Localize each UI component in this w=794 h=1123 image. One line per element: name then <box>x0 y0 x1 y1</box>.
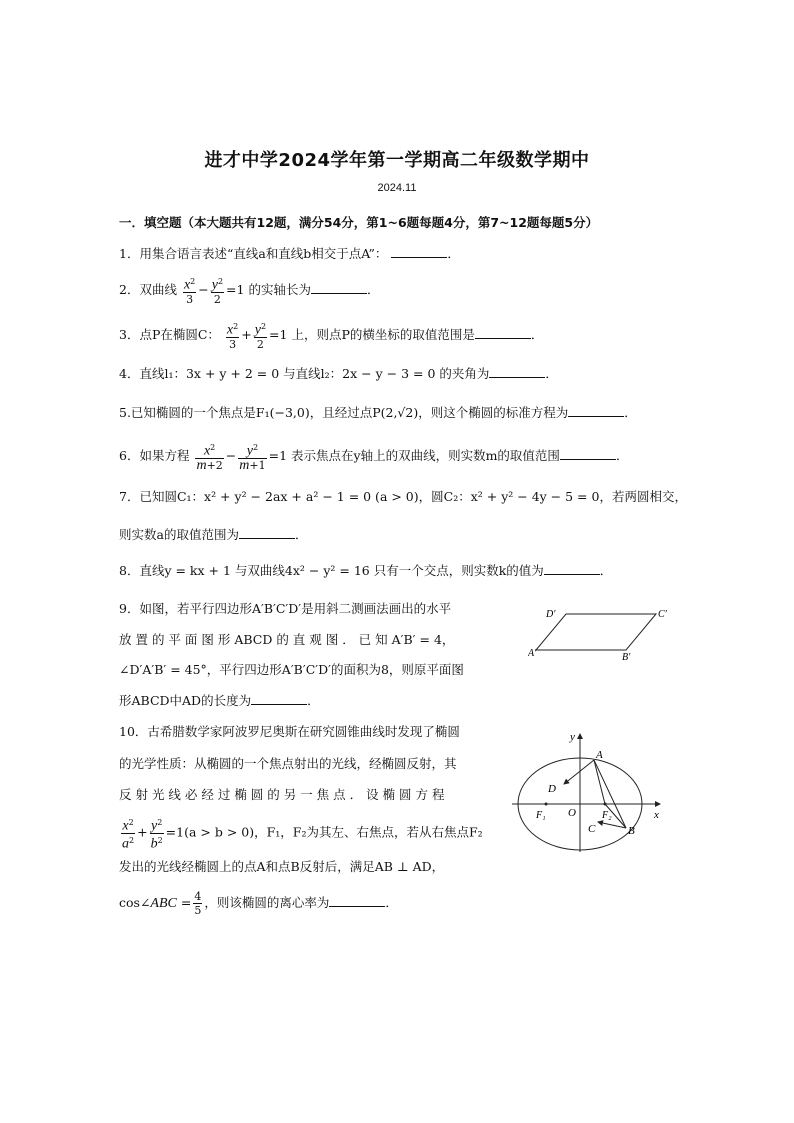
question-3-end: ． <box>530 326 544 342</box>
answer-blank-5[interactable] <box>568 404 624 417</box>
fraction-4-5: $\frac{4}{5}$ <box>194 890 202 917</box>
question-4-end: ． <box>545 366 558 381</box>
ellipse-figure <box>508 728 668 856</box>
question-9-end: ． <box>307 693 320 708</box>
question-9-line-2: 放 置 的 平 面 图 形 ABCD 的 直 观 图 ． 已 知 A′B′ = 4， <box>119 632 455 647</box>
question-2-post: 的实轴长为 <box>248 281 311 297</box>
question-1 <box>119 245 460 263</box>
focus-F1 <box>545 803 548 806</box>
label-C-prime: C′ <box>658 609 667 620</box>
label-C: C <box>588 823 596 835</box>
label-B: B <box>628 825 635 837</box>
segment-F2A <box>594 760 605 804</box>
question-10-line-5: 发出的光线经椭圆上的点A和点B反射后，满足AB ⊥ AD， <box>119 859 445 874</box>
fraction-x2-3: $\frac{x^2}{3}$ <box>183 277 196 306</box>
question-7-line-1: 7．已知圆C₁：x² + y² − 2ax + a² − 1 = 0 (a > 0)，圆C₂：x² + y² − 4y − 5 = 0，若两圆相交， <box>119 489 687 504</box>
answer-blank-10[interactable] <box>329 894 385 907</box>
exam-date: 2024.11 <box>377 182 417 194</box>
fraction-x2-m2: $\frac{x^2}{m+2}$ <box>196 443 223 473</box>
label-B-prime: B′ <box>622 652 631 660</box>
label-O: O <box>568 807 576 819</box>
question-5 <box>119 404 637 422</box>
question-6-end: ． <box>615 447 629 463</box>
label-A: A <box>596 749 603 761</box>
question-10-end: ． <box>385 895 398 910</box>
question-7-line-2-text: 则实数a的取值范围为 <box>119 527 239 542</box>
question-10-line-4-text: (a > b > 0)，F₁，F₂为其左、右焦点，若从右焦点F₂ <box>184 824 483 840</box>
question-3-post: 上，则点P的横坐标的取值范围是 <box>291 326 475 342</box>
label-F1: F₁ <box>536 810 546 821</box>
question-9-line-3: ∠D′A′B′ = 45°，平行四边形A′B′C′D′的面积为8，则原平面图 <box>119 662 464 677</box>
question-6: 6．如果方程 $\frac{x^2}{m+2}$ − $\frac{y^2}{m+1}$ =1 表示焦点在y轴上的双曲线，则实数m的取值范围 ． <box>119 443 629 473</box>
page-title: 进才中学2024学年第一学期高二年级数学期中 <box>204 150 590 171</box>
question-10-line-6: cos∠ABC = $\frac{4}{5}$ ，则该椭圆的离心率为 ． <box>119 890 398 917</box>
question-2-pre: 2．双曲线 <box>119 281 177 297</box>
question-10-line-4: $\frac{x^2}{a^2}$ + $\frac{y^2}{b^2}$ =1(a > b > 0)，F₁，F₂为其左、右焦点，若从右焦点F₂ <box>122 818 483 852</box>
label-D-prime: D′ <box>546 609 556 620</box>
answer-blank-9[interactable] <box>251 692 307 705</box>
answer-blank-7[interactable] <box>239 526 295 539</box>
question-5-end: ． <box>624 405 637 420</box>
question-5-text: 5.已知椭圆的一个焦点是F₁(−3,0)，且经过点P(2,√2)，则这个椭圆的标准方程为 <box>119 405 569 420</box>
focus-F2 <box>604 803 607 806</box>
answer-blank-4[interactable] <box>489 365 545 378</box>
question-10-line-1: 10．古希腊数学家阿波罗尼奥斯在研究圆锥曲线时发现了椭圆 <box>119 724 460 739</box>
question-10-line-6-text: ，则该椭圆的离心率为 <box>204 895 330 910</box>
section-heading: 一．填空题（本大题共有12题，满分54分，第1~6题每题4分，第7~12题每题5分） <box>119 215 599 230</box>
question-9-line-1: 9．如图，若平行四边形A′B′C′D′是用斜二测画法画出的水平 <box>119 601 452 616</box>
fraction-y2-m1: $\frac{y^2}{m+1}$ <box>239 443 266 473</box>
question-3-pre: 3．点P在椭圆C： <box>119 326 220 342</box>
question-2: 2．双曲线 $\frac{x^2}{3}$ − $\frac{y^2}{2}$ =1 的实轴长为 ． <box>119 277 380 306</box>
question-9-line-4 <box>119 692 320 710</box>
question-1-end: ． <box>447 246 460 261</box>
fraction-y2-b2: $\frac{y^2}{b^2}$ <box>150 818 163 852</box>
question-6-pre: 6．如果方程 <box>119 447 190 463</box>
fraction-x2-a2: $\frac{x^2}{a^2}$ <box>122 818 135 852</box>
answer-blank-6[interactable] <box>560 447 616 460</box>
label-A-prime: A′ <box>528 648 537 659</box>
fraction-x2-3b: $\frac{x^2}{3}$ <box>226 322 239 351</box>
fraction-y2-2: $\frac{y^2}{2}$ <box>211 277 224 306</box>
question-9-line-4-text: 形ABCD中AD的长度为 <box>119 693 252 708</box>
question-8 <box>119 562 612 580</box>
answer-blank-2[interactable] <box>311 281 367 294</box>
ray-AD <box>564 760 594 784</box>
question-10-line-2: 的光学性质：从椭圆的一个焦点射出的光线，经椭圆反射，其 <box>119 756 457 771</box>
question-7-end: ． <box>294 527 308 542</box>
label-y: y <box>570 731 575 743</box>
fraction-y2-2b: $\frac{y^2}{2}$ <box>254 322 267 351</box>
label-F2: F₂ <box>602 810 612 821</box>
question-3: 3．点P在椭圆C： $\frac{x^2}{3}$ + $\frac{y^2}{2}$ =1 上，则点P的横坐标的取值范围是 ． <box>119 322 544 351</box>
label-x: x <box>654 809 659 821</box>
label-D: D <box>548 783 556 795</box>
question-10-line-3: 反 射 光 线 必 经 过 椭 圆 的 另 一 焦 点 ． 设 椭 圆 方 程 <box>119 787 445 802</box>
question-4-text: 4．直线l₁：3x + y + 2 = 0 与直线l₂：2x − y − 3 = 0 的夹角为 <box>119 366 490 381</box>
parallelogram-figure <box>528 602 678 660</box>
question-8-text: 8．直线y = kx + 1 与双曲线4x² − y² = 16 只有一个交点，则实数k的值为 <box>119 563 544 578</box>
answer-blank-3[interactable] <box>475 326 531 339</box>
question-8-end: ． <box>599 563 613 578</box>
answer-blank-1[interactable] <box>391 245 447 258</box>
question-1-text: 1．用集合语言表述“直线a和直线b相交于点A”： <box>119 246 388 261</box>
answer-blank-8[interactable] <box>544 562 600 575</box>
question-4 <box>119 365 558 383</box>
question-7-line-2 <box>119 526 307 544</box>
question-6-post: 表示焦点在y轴上的双曲线，则实数m的取值范围 <box>291 447 560 463</box>
question-2-end: ． <box>366 281 380 297</box>
